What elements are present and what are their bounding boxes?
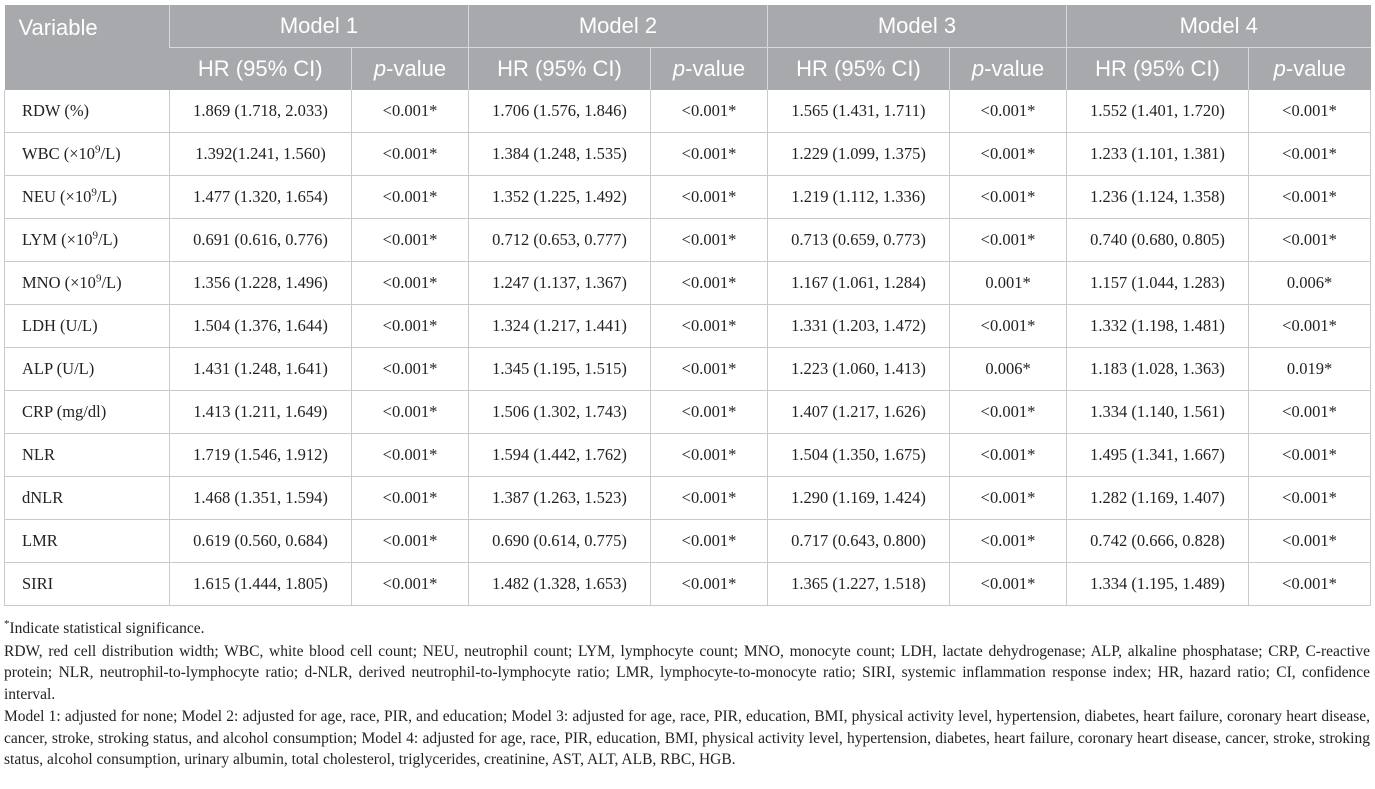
hr-cell: 1.233 (1.101, 1.381) (1067, 133, 1249, 176)
hr-cell: 1.345 (1.195, 1.515) (469, 348, 651, 391)
table-row (5, 520, 1371, 563)
p-value-cell: <0.001* (950, 176, 1067, 219)
p-header-rest: -value (984, 56, 1045, 81)
variable-label: MNO (×10 (22, 273, 96, 292)
hr-cell: 1.504 (1.376, 1.644) (170, 305, 352, 348)
hazard-ratio-table (4, 5, 1371, 606)
hr-header: HR (95% CI) (768, 48, 950, 91)
variable-cell (5, 262, 170, 305)
hr-cell: 0.742 (0.666, 0.828) (1067, 520, 1249, 563)
p-header-rest: -value (685, 56, 746, 81)
hr-cell: 1.387 (1.263, 1.523) (469, 477, 651, 520)
p-value-cell: <0.001* (1249, 520, 1371, 563)
hr-cell: 1.290 (1.169, 1.424) (768, 477, 950, 520)
p-value-cell: <0.001* (950, 219, 1067, 262)
hr-cell: 0.619 (0.560, 0.684) (170, 520, 352, 563)
variable-cell: CRP (mg/dl) (5, 391, 170, 434)
hr-cell: 0.740 (0.680, 0.805) (1067, 219, 1249, 262)
p-value-cell: <0.001* (1249, 90, 1371, 133)
p-value-cell: <0.001* (651, 90, 768, 133)
header-row-subcolumns (5, 48, 1371, 91)
variable-exponent: 9 (95, 272, 102, 285)
hr-cell: 1.719 (1.546, 1.912) (170, 434, 352, 477)
p-value-cell: <0.001* (651, 262, 768, 305)
table-row (5, 477, 1371, 520)
p-value-cell: <0.001* (1249, 133, 1371, 176)
p-value-cell: <0.001* (651, 520, 768, 563)
p-value-cell: <0.001* (352, 176, 469, 219)
hr-cell: 1.324 (1.217, 1.441) (469, 305, 651, 348)
hr-cell: 1.356 (1.228, 1.496) (170, 262, 352, 305)
p-value-cell: <0.001* (1249, 563, 1371, 606)
hr-cell: 1.468 (1.351, 1.594) (170, 477, 352, 520)
variable-unit: /L) (101, 273, 122, 292)
table-body (5, 90, 1371, 606)
hr-cell: 0.717 (0.643, 0.800) (768, 520, 950, 563)
hr-cell: 1.482 (1.328, 1.653) (469, 563, 651, 606)
p-value-header (950, 48, 1067, 91)
footnote-abbreviations: RDW, red cell distribution width; WBC, white blood cell count; NEU, neutrophil count; LYM, lymphocyte count; MNO, monocyte count; LDH, lactate dehydrogenase; ALP, alkaline phosphatase; CRP, C-reactive protein; NLR, neutrophil-to-lymphocyte ratio; d-NLR, derived neutrophil-to-lymphocyte ratio; LMR, lymphocyte-to-monocyte ratio; SIRI, systemic inflammation response index; HR, hazard ratio; CI, confidence interval. (4, 642, 1370, 703)
hr-cell: 1.552 (1.401, 1.720) (1067, 90, 1249, 133)
p-value-cell: <0.001* (1249, 305, 1371, 348)
hr-cell: 1.219 (1.112, 1.336) (768, 176, 950, 219)
p-value-header (1249, 48, 1371, 91)
variable-cell (5, 219, 170, 262)
model-3-header: Model 3 (768, 5, 1067, 48)
hr-cell: 1.352 (1.225, 1.492) (469, 176, 651, 219)
p-value-cell: <0.001* (352, 391, 469, 434)
p-value-cell: <0.001* (651, 477, 768, 520)
model-4-header: Model 4 (1067, 5, 1371, 48)
hr-cell: 1.236 (1.124, 1.358) (1067, 176, 1249, 219)
hr-cell: 1.223 (1.060, 1.413) (768, 348, 950, 391)
variable-cell: LDH (U/L) (5, 305, 170, 348)
variable-header: Variable (5, 5, 170, 90)
variable-cell: RDW (%) (5, 90, 170, 133)
p-value-cell: <0.001* (352, 133, 469, 176)
variable-cell: dNLR (5, 477, 170, 520)
hr-cell: 1.247 (1.137, 1.367) (469, 262, 651, 305)
table-row (5, 133, 1371, 176)
p-value-cell: 0.006* (1249, 262, 1371, 305)
p-value-cell: <0.001* (950, 90, 1067, 133)
variable-cell: LMR (5, 520, 170, 563)
hr-cell: 1.157 (1.044, 1.283) (1067, 262, 1249, 305)
p-value-cell: <0.001* (651, 133, 768, 176)
hr-cell: 1.413 (1.211, 1.649) (170, 391, 352, 434)
hr-cell: 1.504 (1.350, 1.675) (768, 434, 950, 477)
p-value-cell: <0.001* (352, 434, 469, 477)
p-value-cell: <0.001* (950, 305, 1067, 348)
hr-cell: 1.506 (1.302, 1.743) (469, 391, 651, 434)
p-value-cell: <0.001* (352, 348, 469, 391)
header-row-models (5, 5, 1371, 48)
p-value-cell: <0.001* (950, 477, 1067, 520)
p-header-italic: p (672, 56, 686, 81)
p-value-cell: <0.001* (1249, 176, 1371, 219)
table-row (5, 305, 1371, 348)
p-value-cell: <0.001* (950, 133, 1067, 176)
p-value-cell: 0.019* (1249, 348, 1371, 391)
p-value-cell: 0.001* (950, 262, 1067, 305)
significance-text: Indicate statistical significance. (9, 620, 205, 637)
table-row (5, 176, 1371, 219)
variable-label: WBC (×10 (22, 144, 96, 163)
p-value-cell: <0.001* (950, 391, 1067, 434)
variable-label: LYM (×10 (22, 230, 93, 249)
hr-cell: 0.690 (0.614, 0.775) (469, 520, 651, 563)
variable-cell: SIRI (5, 563, 170, 606)
p-value-cell: <0.001* (651, 219, 768, 262)
hr-header: HR (95% CI) (469, 48, 651, 91)
p-value-cell: <0.001* (352, 219, 469, 262)
hr-cell: 1.407 (1.217, 1.626) (768, 391, 950, 434)
model-1-header: Model 1 (170, 5, 469, 48)
p-value-cell: <0.001* (651, 434, 768, 477)
hr-cell: 1.229 (1.099, 1.375) (768, 133, 950, 176)
hr-cell: 0.712 (0.653, 0.777) (469, 219, 651, 262)
p-header-italic: p (1273, 56, 1286, 81)
table-row (5, 90, 1371, 133)
table-row (5, 563, 1371, 606)
hr-cell: 1.706 (1.576, 1.846) (469, 90, 651, 133)
table-row (5, 348, 1371, 391)
p-value-cell: <0.001* (352, 520, 469, 563)
hr-cell: 1.477 (1.320, 1.654) (170, 176, 352, 219)
hr-cell: 1.495 (1.341, 1.667) (1067, 434, 1249, 477)
footnote-models: Model 1: adjusted for none; Model 2: adjusted for age, race, PIR, and education; Model 3: adjusted for age, race, PIR, education, BMI, physical activity level, hypertension, diabetes, heart failure, coronary heart disease, cancer, stroke, stroking status, and alcohol consumption; Model 4: adjusted for age, race, PIR, education, BMI, physical activity level, hypertension, diabetes, heart failure, coronary heart disease, cancer, stroke, stroking status, alcohol consumption, urinary albumin, total cholesterol, triglycerides, creatinine, AST, ALT, ALB, RBC, HGB. (4, 708, 1370, 768)
variable-cell: NLR (5, 434, 170, 477)
hr-cell: 1.869 (1.718, 2.033) (170, 90, 352, 133)
hr-header: HR (95% CI) (1067, 48, 1249, 91)
footnote-significance (4, 618, 1370, 640)
variable-unit: /L) (96, 187, 118, 206)
p-value-cell: <0.001* (352, 90, 469, 133)
hr-cell: 1.565 (1.431, 1.711) (768, 90, 950, 133)
p-value-cell: <0.001* (1249, 434, 1371, 477)
footnotes (4, 618, 1370, 772)
variable-exponent: 9 (95, 143, 101, 156)
variable-cell: ALP (U/L) (5, 348, 170, 391)
table-row (5, 434, 1371, 477)
hr-cell: 1.615 (1.444, 1.805) (170, 563, 352, 606)
variable-exponent: 9 (92, 229, 98, 242)
hr-cell: 1.392(1.241, 1.560) (170, 133, 352, 176)
table-row (5, 219, 1371, 262)
hr-cell: 0.713 (0.659, 0.773) (768, 219, 950, 262)
p-value-cell: <0.001* (352, 262, 469, 305)
p-value-cell: <0.001* (1249, 391, 1371, 434)
variable-unit: /L) (100, 144, 121, 163)
hr-cell: 1.332 (1.198, 1.481) (1067, 305, 1249, 348)
significance-mark: * (4, 617, 10, 630)
table-row (5, 391, 1371, 434)
p-value-cell: <0.001* (1249, 219, 1371, 262)
p-value-cell: 0.006* (950, 348, 1067, 391)
p-value-cell: <0.001* (950, 520, 1067, 563)
p-value-cell: <0.001* (651, 348, 768, 391)
hr-cell: 1.431 (1.248, 1.641) (170, 348, 352, 391)
hr-cell: 0.691 (0.616, 0.776) (170, 219, 352, 262)
hr-cell: 1.594 (1.442, 1.762) (469, 434, 651, 477)
hr-cell: 1.167 (1.061, 1.284) (768, 262, 950, 305)
p-header-italic: p (373, 56, 387, 81)
hr-cell: 1.334 (1.140, 1.561) (1067, 391, 1249, 434)
p-header-rest: -value (386, 56, 447, 81)
p-value-cell: <0.001* (651, 305, 768, 348)
hr-cell: 1.384 (1.248, 1.535) (469, 133, 651, 176)
hr-cell: 1.331 (1.203, 1.472) (768, 305, 950, 348)
variable-cell (5, 176, 170, 219)
p-value-cell: <0.001* (950, 434, 1067, 477)
p-value-cell: <0.001* (352, 477, 469, 520)
p-header-italic: p (971, 56, 985, 81)
model-2-header: Model 2 (469, 5, 768, 48)
p-value-header (651, 48, 768, 91)
p-value-cell: <0.001* (352, 563, 469, 606)
p-header-rest: -value (1285, 56, 1346, 81)
p-value-cell: <0.001* (651, 176, 768, 219)
variable-label: NEU (×10 (22, 187, 92, 206)
hr-header: HR (95% CI) (170, 48, 352, 91)
hr-cell: 1.183 (1.028, 1.363) (1067, 348, 1249, 391)
p-value-cell: <0.001* (352, 305, 469, 348)
variable-exponent: 9 (91, 186, 97, 199)
hr-cell: 1.365 (1.227, 1.518) (768, 563, 950, 606)
p-value-cell: <0.001* (950, 563, 1067, 606)
p-value-cell: <0.001* (1249, 477, 1371, 520)
p-value-cell: <0.001* (651, 563, 768, 606)
hr-cell: 1.334 (1.195, 1.489) (1067, 563, 1249, 606)
variable-unit: /L) (97, 230, 119, 249)
p-value-cell: <0.001* (651, 391, 768, 434)
p-value-header (352, 48, 469, 91)
table-row (5, 262, 1371, 305)
hr-cell: 1.282 (1.169, 1.407) (1067, 477, 1249, 520)
variable-cell (5, 133, 170, 176)
